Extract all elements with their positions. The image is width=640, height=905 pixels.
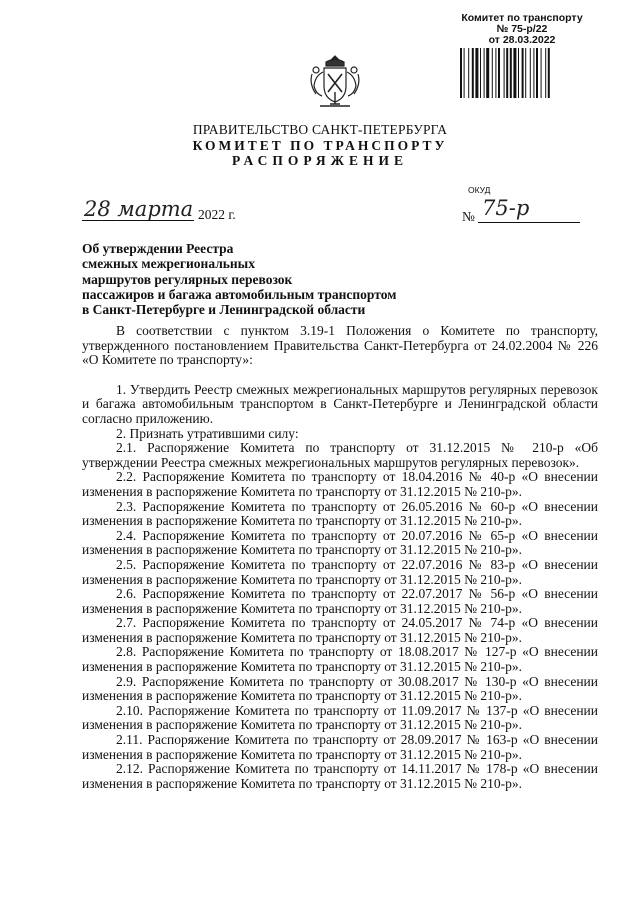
registration-stamp bbox=[456, 13, 588, 46]
number-label: № bbox=[462, 209, 475, 224]
item-line: 2.6. Распоряжение Комитета по транспорту от 22.07.2017 № 56-р «О внесении bbox=[116, 586, 598, 602]
item-line: изменения в распоряжение Комитета по транспорту от 31.12.2015 № 210-р». bbox=[82, 775, 523, 791]
item-line: 2.8. Распоряжение Комитета по транспорту от 18.08.2017 № 127-р «О внесении bbox=[116, 644, 598, 660]
item-line: изменения в распоряжение Комитета по транспорту от 31.12.2015 № 210-р». bbox=[82, 513, 523, 529]
item-line: изменения в распоряжение Комитета по транспорту от 31.12.2015 № 210-р». bbox=[82, 688, 523, 704]
government-title: ПРАВИТЕЛЬСТВО САНКТ-ПЕТЕРБУРГА bbox=[192, 122, 448, 137]
handwritten-date: 28 марта bbox=[84, 197, 194, 221]
item-line: 2.10. Распоряжение Комитета по транспорту от 11.09.2017 № 137-р «О внесении bbox=[116, 702, 598, 718]
document-type-title: РАСПОРЯЖЕНИЕ bbox=[231, 153, 409, 168]
item-line: изменения в распоряжение Комитета по транспорту от 31.12.2015 № 210-р». bbox=[82, 746, 523, 762]
stamp-number: № 75-р/22 bbox=[496, 23, 548, 35]
item-line: 2.12. Распоряжение Комитета по транспорту от 14.11.2017 № 178-р «О внесении bbox=[116, 761, 598, 777]
list-item bbox=[82, 470, 598, 499]
list-item bbox=[82, 587, 598, 616]
list-item bbox=[82, 529, 598, 558]
subject-line: смежных межрегиональных bbox=[82, 256, 255, 272]
item-line: 2.5. Распоряжение Комитета по транспорту от 22.07.2016 № 83-р «О внесении bbox=[116, 556, 598, 572]
item-line: 2.2. Распоряжение Комитета по транспорту от 18.04.2016 № 40-р «О внесении bbox=[116, 469, 598, 485]
okud-label: ОКУД bbox=[468, 185, 491, 195]
list-item bbox=[82, 675, 598, 704]
item-line: 2.11. Распоряжение Комитета по транспорту от 28.09.2017 № 163-р «О внесении bbox=[116, 732, 598, 748]
subject-line: в Санкт-Петербурге и Ленинградской области bbox=[82, 302, 366, 318]
coat-of-arms-icon bbox=[306, 52, 364, 114]
subject-line: Об утверждении Реестра bbox=[82, 241, 234, 256]
list-item bbox=[82, 616, 598, 645]
item-line: 2.9. Распоряжение Комитета по транспорту от 30.08.2017 № 130-р «О внесении bbox=[116, 673, 598, 689]
item-line: изменения в распоряжение Комитета по транспорту от 31.12.2015 № 210-р». bbox=[82, 571, 523, 587]
item-line: изменения в распоряжение Комитета по транспорту от 31.12.2015 № 210-р». bbox=[82, 629, 523, 645]
list-item bbox=[82, 733, 598, 762]
list-item bbox=[82, 558, 598, 587]
stamp-committee: Комитет по транспорту bbox=[461, 12, 583, 24]
list-item bbox=[82, 704, 598, 733]
item-line: изменения в распоряжение Комитета по транспорту от 31.12.2015 № 210-р». bbox=[82, 542, 523, 558]
document-subject bbox=[82, 241, 396, 317]
subject-line: пассажиров и багажа автомобильным транспортом bbox=[82, 286, 397, 302]
item-line: изменения в распоряжение Комитета по транспорту от 31.12.2015 № 210-р». bbox=[82, 600, 523, 616]
point-1: 1. Утвердить Реестр смежных межрегиональных маршрутов регулярных перевозок и багажа автомобильным транспортом в Санкт-Петербурге и Ленинградской области согласно приложению. bbox=[82, 381, 598, 426]
date-underline bbox=[82, 220, 194, 221]
handwritten-number: 75-р bbox=[482, 196, 530, 220]
committee-title: КОМИТЕТ ПО ТРАНСПОРТУ bbox=[192, 138, 448, 153]
item-line: 2.7. Распоряжение Комитета по транспорту от 24.05.2017 № 74-р «О внесении bbox=[116, 615, 598, 631]
list-item bbox=[82, 762, 598, 791]
list-item bbox=[82, 500, 598, 529]
subject-line: маршрутов регулярных перевозок bbox=[82, 271, 293, 287]
item-line: изменения в распоряжение Комитета по транспорту от 31.12.2015 № 210-р». bbox=[82, 483, 523, 499]
item-2-1: 2.1. Распоряжение Комитета по транспорту от 31.12.2015 № 210-р «Об утверждении Реестра смежных межрегиональных маршрутов регулярных перевозок». bbox=[82, 440, 598, 470]
item-line: изменения в распоряжение Комитета по транспорту от 31.12.2015 № 210-р». bbox=[82, 717, 523, 733]
item-line: изменения в распоряжение Комитета по транспорту от 31.12.2015 № 210-р». bbox=[82, 659, 523, 675]
document-body bbox=[82, 324, 598, 791]
stamp-date: от 28.03.2022 bbox=[488, 34, 556, 46]
preamble-paragraph: В соответствии с пунктом 3.19-1 Положения о Комитете по транспорту, утвержденного постановлением Правительства Санкт-Петербурга от 24.02.2004 № 226 «О Комитете по транспорту»: bbox=[82, 323, 598, 368]
number-underline bbox=[478, 222, 580, 223]
list-item bbox=[82, 645, 598, 674]
point-2: 2. Признать утратившими силу: bbox=[116, 425, 299, 441]
barcode bbox=[458, 48, 580, 98]
item-line: 2.4. Распоряжение Комитета по транспорту от 20.07.2016 № 65-р «О внесении bbox=[116, 527, 598, 543]
date-year: 2022 г. bbox=[198, 207, 236, 222]
item-line: 2.3. Распоряжение Комитета по транспорту от 26.05.2016 № 60-р «О внесении bbox=[116, 498, 598, 514]
